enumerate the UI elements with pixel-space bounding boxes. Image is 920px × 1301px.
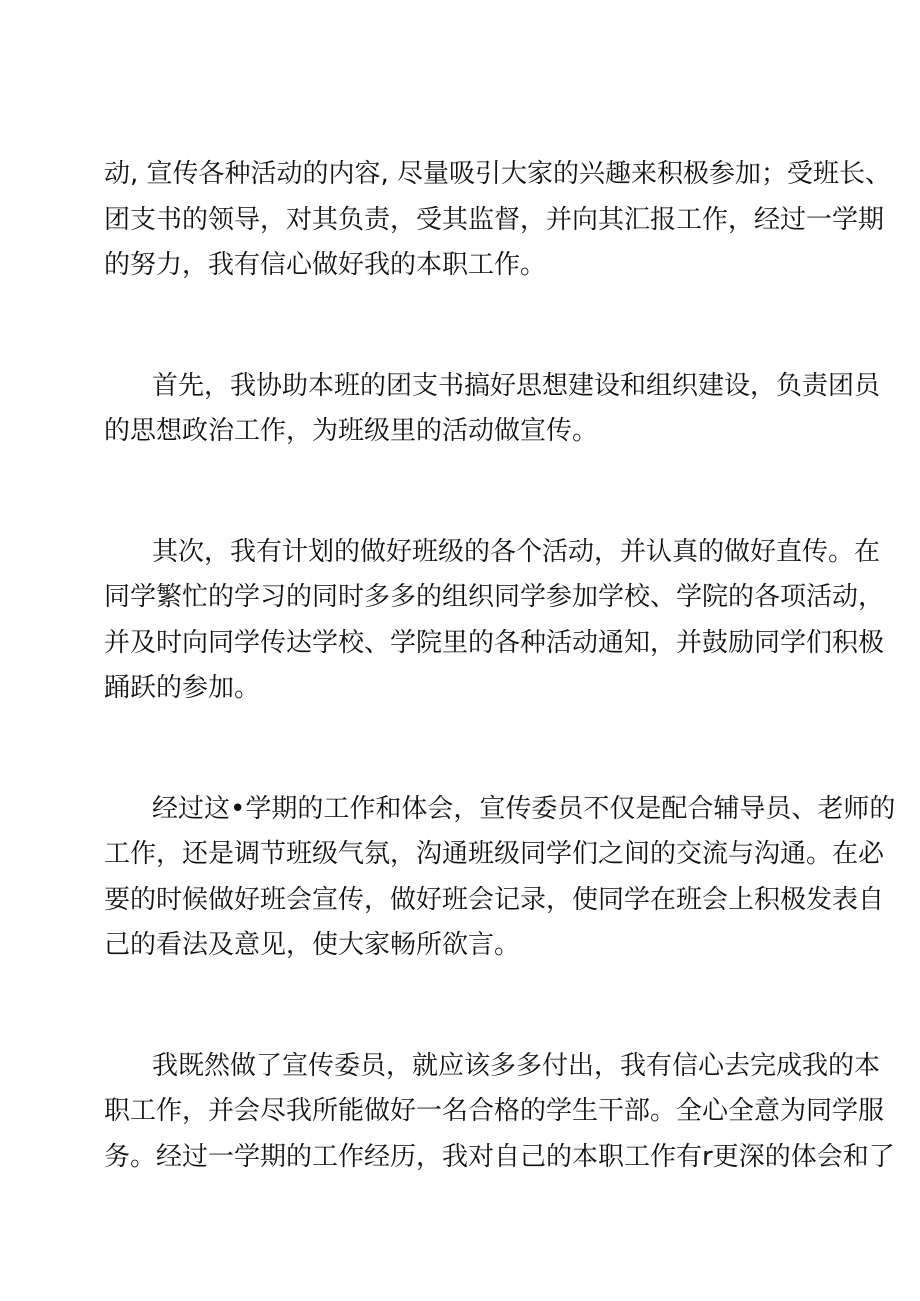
paragraph-line: 团支书的领导，对其负责，受其监督，并向其汇报工作，经过一学期 xyxy=(104,204,885,235)
paragraph-line: 职工作，并会尽我所能做好一名合格的学生干部。全心全意为同学服 xyxy=(104,1096,885,1126)
paragraph-line: 工作，还是调节班级气氛，沟通班级同学们之间的交流与沟通。在必 xyxy=(104,839,885,869)
paragraph-line: 踊跃的参加。 xyxy=(104,673,261,703)
paragraph-4 xyxy=(104,787,896,969)
paragraph-line: 动, 宣传各种活动的内容, 尽量吸引大家的兴趣来积极参加；受班长、 xyxy=(104,159,892,189)
paragraph-line: 首先，我协助本班的团支书搞好思想建设和组织建设，负责团员 xyxy=(152,370,881,401)
paragraph-line: 其次，我有计划的做好班级的各个活动，并认真的做好直传。在 xyxy=(152,536,881,567)
paragraph-line: 的努力，我有信心做好我的本职工作。 xyxy=(104,250,547,280)
paragraph-line: 并及时向同学传达学校、学院里的各种活动通知，并鼓励同学们积极 xyxy=(104,627,885,658)
paragraph-line: 同学繁忙的学习的同时多多的组织同学参加学校、学院的各项活动， xyxy=(104,582,885,612)
paragraph-3 xyxy=(104,530,885,712)
paragraph-1 xyxy=(104,152,892,289)
paragraph-5 xyxy=(104,1044,895,1181)
paragraph-line: 我既然做了宣传委员，就应该多多付出，我有信心去完成我的本 xyxy=(152,1050,881,1081)
paragraph-line: 己的看法及意见，使大家畅所欲言。 xyxy=(104,930,521,960)
paragraph-line: 的思想政治工作，为班级里的活动做宣传。 xyxy=(104,416,599,446)
paragraph-line: 务。经过一学期的工作经历，我对自己的本职工作有r更深的体会和了 xyxy=(104,1141,895,1172)
paragraph-2 xyxy=(104,364,881,455)
paragraph-line: 经过这•学期的工作和体会，宣传委员不仅是配合辅导员、老师的 xyxy=(152,793,896,824)
document-page xyxy=(104,152,896,1180)
paragraph-line: 要的时候做好班会宣传，做好班会记录，使同学在班会上积极发表自 xyxy=(104,884,885,915)
